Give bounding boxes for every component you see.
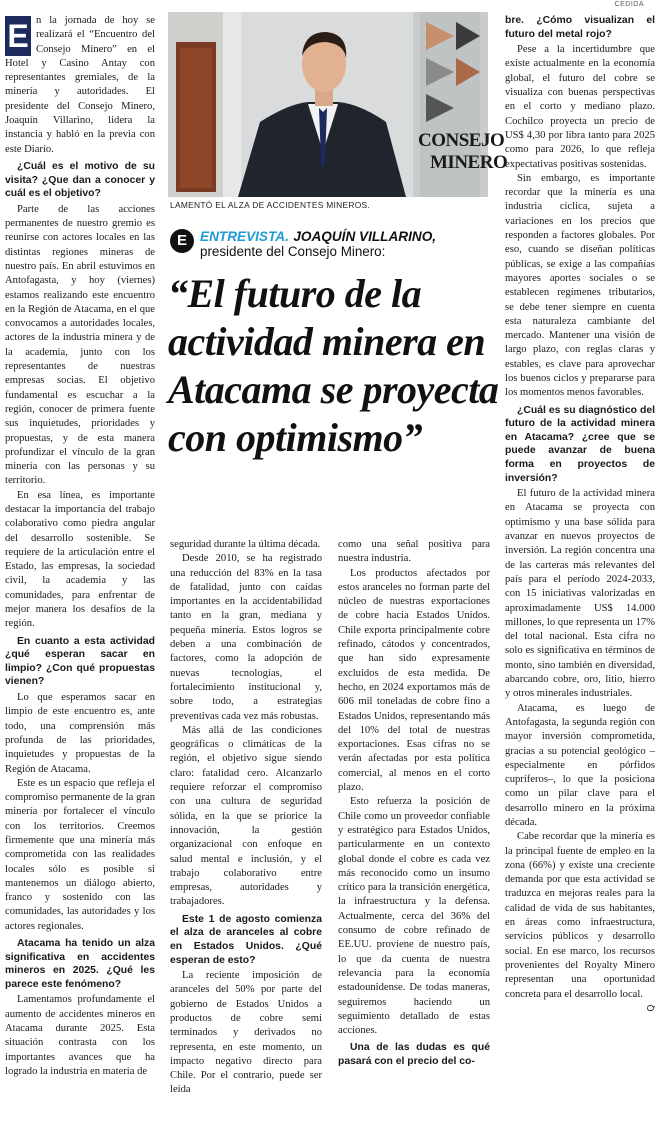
kicker-name: JOAQUÍN VILLARINO,	[293, 229, 437, 244]
paragraph: n la jornada de hoy se realizará el “Encuentro del Consejo Minero” en el Hotel y Casino Antay con representantes gremiales, de la minería y autoridades. El presidente del Consejo Minero, Joaquín Villarino, lidera la instancia y habló en la previa con este Diario.	[5, 15, 155, 155]
question: Este 1 de agosto comienza el alza de aranceles al cobre en Estados Unidos. ¿Qué esperan de esto?	[170, 913, 322, 966]
column-2	[170, 538, 322, 1098]
question: ¿Cuál es el motivo de su visita? ¿Que dan a conocer y cuál es el objetivo?	[5, 160, 155, 200]
drop-cap: E	[5, 16, 31, 56]
paragraph: Desde 2010, se ha registrado una reducción del 83% en la tasa de fatalidad, junto con caídas importantes en la accidentabilidad tanto en la gran, mediana y pequeña minería. Estos logros se deben a una combinación de factores, como la adopción de nuevas tecnologías, el fortalecimiento institucional y, sobre todo, a estrategias preventivas cada vez más robustas.	[170, 553, 322, 722]
photo-credit: CEDIDA	[614, 1, 644, 8]
logo-line-1: CONSEJO	[418, 130, 505, 151]
paragraph: La reciente imposición de aranceles del 50% por parte del gobierno de Estados Unidos a productos de cobre semi terminados y derivados no representa, en este momento, un impacto negativo directo para Chile. Por el contrario, puede ser leída	[170, 970, 322, 1096]
column-1	[5, 14, 155, 1079]
paragraph: Parte de las acciones permanentes de nuestro gremio es reunirse con actores locales en las distintas regiones mineras de nuestro país. En abril estuvimos en Antofagasta, y hoy (viernes) estamos realizando este encuentro en la Región de Atacama, en el que convocamos a autoridades locales, actores de la industria minera y de la academia, junto con los representantes de nuestras empresas socias. El objetivo fundamental es escuchar a la región, conocer de primera fuente sus inquietudes, prioridades y propuestas, y de esta manera profundizar el vínculo de la gran minería con las personas y su territorio.	[5, 203, 155, 487]
paragraph: En esa línea, es importante destacar la importancia del trabajo colaborativo como piedra angular del desarrollo sostenible. Se requiere de la articulación entre el Estado, las empresas, la sociedad civil, la academia y las comunidades, para enfrentar de mejor manera los desafíos de la región.	[5, 489, 155, 630]
column-3	[338, 538, 490, 1071]
question: En cuanto a esta actividad ¿qué esperan sacar en limpio? ¿Con qué propuestas vienen?	[5, 635, 155, 688]
paragraph: Cabe recordar que la minería es la principal fuente de empleo en la zona (66%) y existe una creciente demanda por que esta actividad se traduzca en mejoras reales para la calidad de vida de sus habitantes, en áreas como infraestructura, servicios públicos y desarrollo social. En ese marco, los recursos provenientes del Royalty Minero representan una oportunidad concreta para el desarrollo local.	[505, 831, 655, 1000]
paragraph: Más allá de las condiciones geográficas o climáticas de la región, el objetivo sigue siendo claro: fatalidad cero. Alcanzarlo requiere reforzar el compromiso con una cultura de seguridad sólida, en la que se priorice la innovación, la gestión organizacional con enfoque en salud mental e inclusión, y el trabajo colaborativo entre empresas, autoridades y trabajadores.	[170, 724, 322, 908]
paragraph: Los productos afectados por estos aranceles no forman parte del núcleo de nuestras exportaciones de cobre hacia Estados Unidos. Chile exporta principalmente cobre refinado, cátodos y concentrados, que han sido expresamente excluidos de esta medida. De hecho, en 2024 exportamos más de 606 mil toneladas de cobre fino a Estados Unidos, representando más del 10% del total de nuestras exportaciones. Esas cifras no se verán afectadas por esta política comercial, al menos en el corto plazo.	[338, 567, 490, 794]
paragraph: Pese a la incertidumbre que existe actualmente en la economía global, el futuro del cobre se visualiza con buenas perspectivas en el corto y mediano plazo. Cochilco proyecta un precio de US$ 4,30 por libra tanto para 2025 como para 2026, lo que refleja expectativas positivas sostenidas.	[505, 44, 655, 170]
kicker-role: presidente del Consejo Minero:	[200, 244, 386, 259]
paragraph: Lo que esperamos sacar en limpio de este encuentro es, ante todo, una comprensión más profunda de las prioridades, inquietudes y propuestas de la Región de Atacama.	[5, 692, 155, 775]
paragraph: Lamentamos profundamente el aumento de accidentes mineros en Atacama durante 2025. Esta situación contrasta con los importantes avances que ha logrado la industria en materia de	[5, 994, 155, 1077]
photo-caption: LAMENTÓ EL ALZA DE ACCIDENTES MINEROS.	[170, 200, 371, 210]
kicker	[200, 229, 500, 259]
interview-photo	[168, 12, 508, 197]
logo-line-2: MINERO	[430, 152, 508, 173]
paragraph: Este es un espacio que refleja el compromiso permanente de la gran minería por fortalecer el vínculo con los territorios. Creemos firmemente que una minería más comprometida con las realidades locales sólo es posible si mantenemos un diálogo abierto, franco y sostenido con las comunidades, las autoridades y los actores regionales.	[5, 777, 155, 932]
column-4	[505, 14, 655, 1016]
consejo-minero-logo	[418, 130, 508, 174]
question: Una de las dudas es qué pasará con el precio del co-	[338, 1042, 490, 1067]
question: ¿Cuál es su diagnóstico del futuro de la actividad minera en Atacama? ¿cree que se puede avanzar de buena forma en proyectos de inversión?	[505, 404, 655, 484]
paragraph: El futuro de la actividad minera en Atacama se proyecta con optimismo y una base sólida para avanzar en nuevos proyectos de inversión. La región concentra una de las carteras más relevantes del país para el período 2024-2033, con 15 iniciativas valorizadas en aproximadamente US$ 14.000 millones, lo que representa un 17% del total nacional. Esta cifra no solo es significativa en términos de monto, sino también en diversidad, abarcando cobre, oro, litio, hierro y otros minerales industriales.	[505, 488, 655, 700]
question: Atacama ha tenido un alza significativa en accidentes mineros en 2025. ¿Qué les parece este fenómeno?	[5, 938, 155, 990]
end-mark-wrap	[505, 1002, 655, 1016]
section-badge: E	[170, 229, 194, 253]
paragraph: Atacama, es luego de Antofagasta, la segunda región con mayor inversión comprometida, gracias a su potencial geológico –especialmente en pórfidos cupríferos–, lo que la posiciona como un pilar clave para el desarrollo minero en la próxima década.	[505, 702, 655, 828]
paragraph: Esto refuerza la posición de Chile como un proveedor confiable y estratégico para Estados Unidos, particularmente en un contexto global donde el cobre es cada vez más reconocido como un insumo crítico para la transición energética, la infraestructura y la defensa. Actualmente, cerca del 36% del consumo de cobre refinado de EE.UU. proviene de nuestro país, lo que da cuenta de nuestra relevancia para la economía estadounidense. De todas maneras, seguiremos haciendo un seguimiento detallado de estas acciones.	[338, 796, 490, 1037]
paragraph: como una señal positiva para nuestra industria.	[338, 539, 490, 565]
headline: “El futuro de la actividad minera en Atacama se proyecta con optimismo”	[168, 271, 499, 460]
paragraph: seguridad durante la última década.	[170, 539, 321, 550]
paragraph: Sin embargo, es importante recordar que la minería es una industria cíclica, sujeta a variaciones en los precios que responden a factores globales. Por eso, cuando se diseñan políticas públicas, se exige a las compañías mayores aportes sociales o se establecen regímenes tributarios, se debe tener siempre en cuenta esta naturaleza cambiante del mercado. Mantener una visión de largo plazo, con reglas claras y estables, es clave para aprovechar los buenos ciclos y prepararse para los momentos menos favorables.	[505, 172, 655, 399]
kicker-label: ENTREVISTA.	[200, 229, 289, 244]
question: bre. ¿Cómo visualizan el futuro del metal rojo?	[505, 15, 655, 40]
end-mark-icon: ℺	[646, 1003, 655, 1014]
